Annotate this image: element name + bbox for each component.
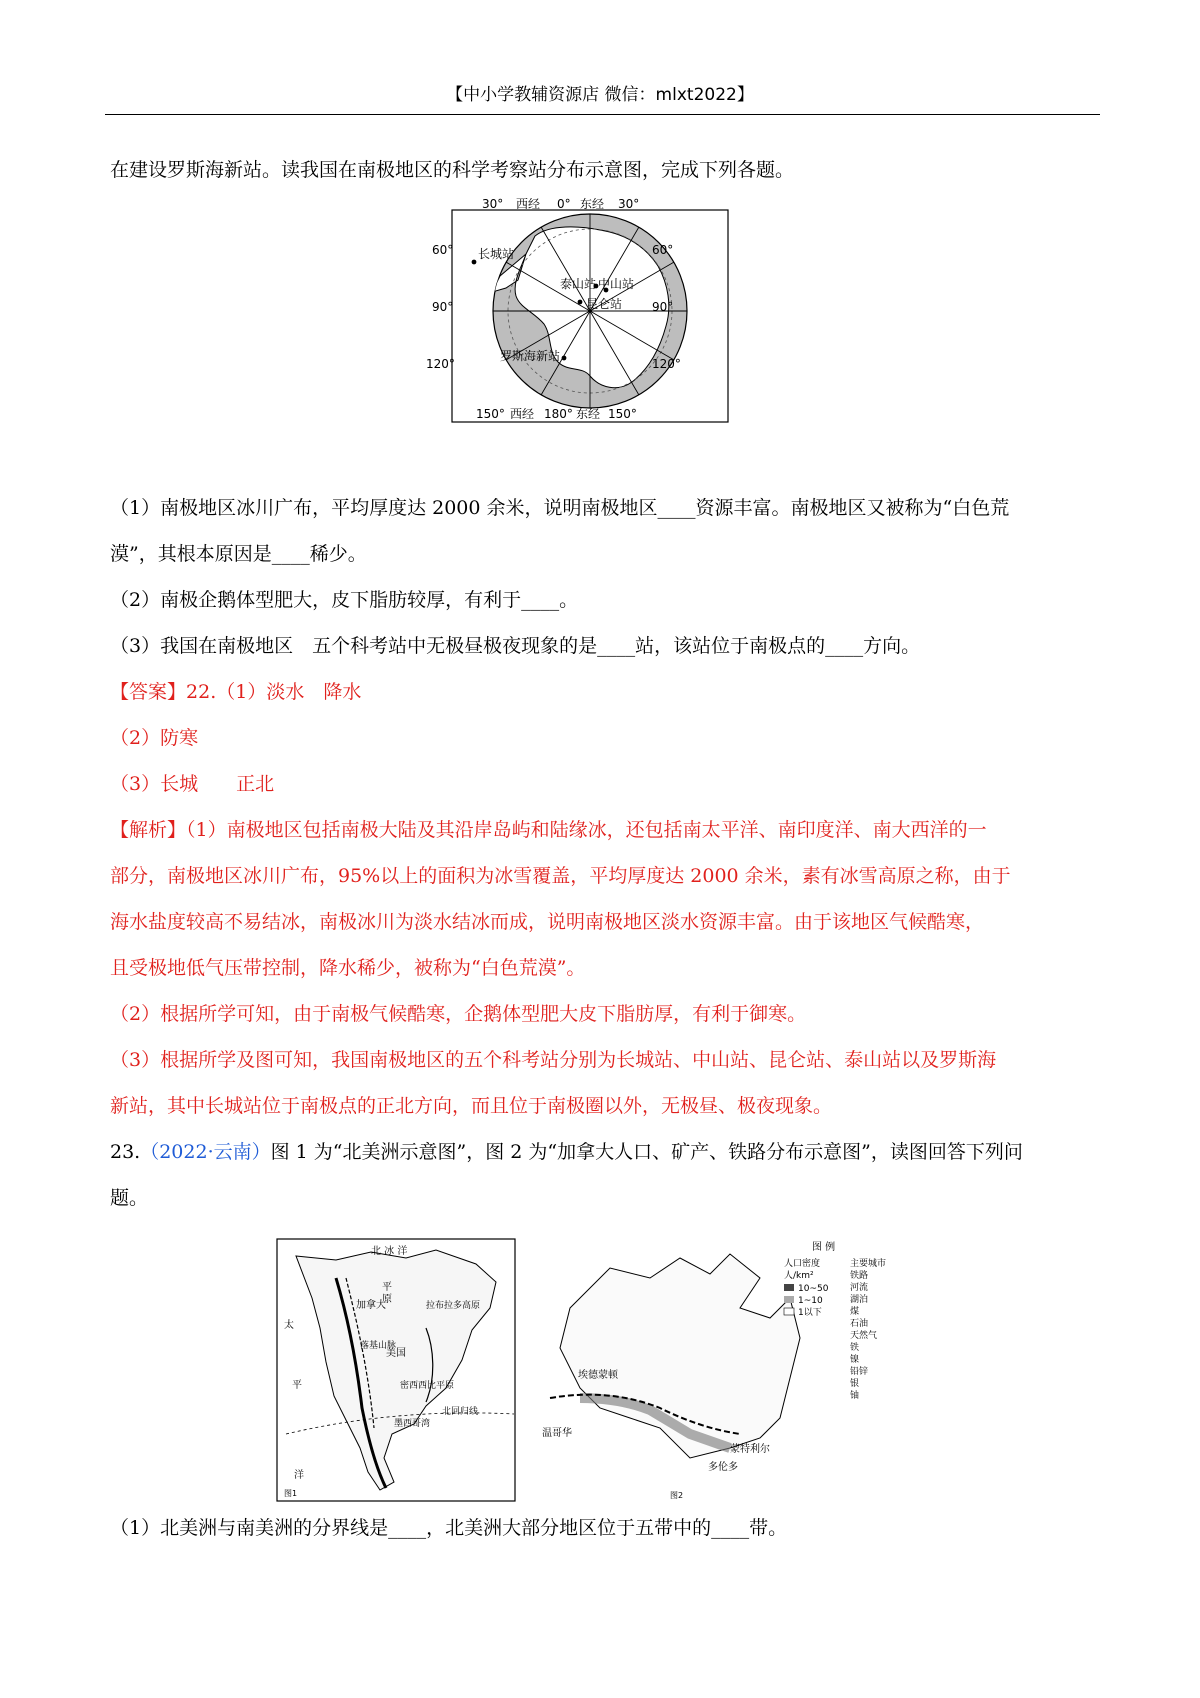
q23-line2: 题。 (110, 1187, 149, 1209)
answer-line1 (110, 680, 1100, 704)
page-header: 【中小学教辅资源店 微信：mlxt2022】 (446, 85, 754, 105)
legend-oil: 石油 (850, 1319, 869, 1329)
station-dot-ross-sea (562, 356, 567, 361)
lon-top-3: 0° (557, 197, 571, 211)
analysis-line1 (110, 818, 1100, 842)
q23-text: 图 1 为“北美洲示意图”，图 2 为“加拿大人口、矿产、铁路分布示意图”，读图回答下列问 (270, 1141, 1023, 1163)
legend-density-3: 1以下 (798, 1308, 822, 1318)
header-rule (105, 114, 1100, 115)
legend-lake: 湖泊 (850, 1295, 869, 1305)
fig1-rockies: 落基山脉 (360, 1341, 397, 1351)
answer-1: 22.（1）淡水 降水 (186, 681, 362, 703)
legend-lead-zinc: 铅锌 (850, 1367, 869, 1377)
fig1-plain-2: 原 (382, 1294, 392, 1305)
city-vancouver: 温哥华 (542, 1428, 572, 1439)
lon-bottom-2: 西经 (510, 407, 535, 421)
legend-city: 主要城市 (850, 1259, 887, 1269)
legend-nickel: 镍 (850, 1355, 860, 1365)
legend-silver: 银 (850, 1379, 860, 1389)
analysis-line4: 且受极地低气压带控制，降水稀少，被称为“白色荒漠”。 (110, 957, 586, 979)
lon-left-1: 60° (432, 243, 454, 257)
answer-3: （3）长城 正北 (110, 773, 275, 795)
analysis-text-1: （1）南极地区包括南极大陆及其沿岸岛屿和陆缘冰，还包括南太平洋、南印度洋、南大西洋的一 (186, 819, 987, 841)
legend-density-swatch-2 (784, 1296, 794, 1303)
station-zhongshan: 中山站 (598, 277, 635, 291)
fig1-arctic-ocean: 北 冰 洋 (371, 1246, 408, 1257)
q22-part1-line1: （1）南极地区冰川广布，平均厚度达 2000 余米，说明南极地区____资源丰富。南极地区又被称为“白色荒 (110, 497, 1010, 519)
q23-source: （2022·云南） (140, 1141, 271, 1163)
analysis-label: 【解析】 (110, 819, 187, 841)
lon-right-2: 90° (652, 300, 674, 314)
legend-density-swatch-3 (784, 1308, 794, 1315)
city-edmonton: 埃德蒙顿 (578, 1370, 618, 1381)
legend-density-1: 10~50 (798, 1284, 829, 1294)
q23-part1: （1）北美洲与南美洲的分界线是____，北美洲大部分地区位于五带中的____带。 (110, 1517, 788, 1539)
legend-iron: 铁 (850, 1343, 860, 1353)
lon-top-2: 西经 (516, 197, 541, 211)
station-dot-great-wall (472, 260, 477, 265)
station-kunlun: 昆仑站 (586, 297, 623, 311)
q23-number: 23. (110, 1141, 141, 1163)
lon-bottom-4: 东经 (576, 407, 601, 421)
station-great-wall: 长城站 (478, 247, 515, 261)
canada-resources-map (540, 1238, 920, 1502)
q22-part1-line2: 漠”，其根本原因是____稀少。 (110, 543, 367, 565)
lon-top-4: 东经 (580, 197, 605, 211)
lon-bottom-3: 180° (544, 407, 573, 421)
station-dot-kunlun (578, 300, 583, 305)
legend-density-2: 1~10 (798, 1296, 823, 1306)
lon-left-3: 120° (426, 357, 455, 371)
fig1-plain-1: 平 (382, 1282, 392, 1293)
analysis-line7: 新站，其中长城站位于南极点的正北方向，而且位于南极圈以外，无极昼、极夜现象。 (110, 1095, 833, 1117)
lon-top-1: 30° (482, 197, 504, 211)
lon-top-5: 30° (618, 197, 640, 211)
fig1-mississippi: 密西西比平原 (400, 1381, 455, 1391)
legend-gas: 天然气 (850, 1331, 878, 1341)
fig2-caption: 图2 (670, 1491, 684, 1500)
analysis-line3: 海水盐度较高不易结冰，南极冰川为淡水结冰而成，说明南极地区淡水资源丰富。由于该地区气候酷寒， (110, 911, 985, 933)
legend-river: 河流 (850, 1283, 869, 1293)
fig1-tropic: 北回归线 (442, 1407, 479, 1417)
analysis-line2: 部分，南极地区冰川广布，95%以上的面积为冰雪覆盖，平均厚度达 2000 余米，素有冰雪高原之称，由于 (110, 865, 1011, 887)
north-america-map (276, 1238, 516, 1502)
lon-right-1: 60° (652, 243, 674, 257)
legend-density-title: 人口密度 (784, 1259, 821, 1269)
station-ross-sea: 罗斯海新站 (500, 349, 561, 363)
antarctic-station-map (426, 196, 740, 464)
fig1-canada: 加拿大 (356, 1300, 386, 1311)
legend-density-swatch-1 (784, 1284, 794, 1291)
legend-title: 图 例 (812, 1242, 836, 1253)
fig2-legend (784, 1240, 886, 1401)
station-taishan: 泰山站 (560, 277, 597, 291)
lon-bottom-5: 150° (608, 407, 637, 421)
lon-left-2: 90° (432, 300, 454, 314)
legend-coal: 煤 (850, 1307, 860, 1317)
analysis-line6: （3）根据所学及图可知，我国南极地区的五个科考站分别为长城站、中山站、昆仑站、泰山站以及罗斯海 (110, 1049, 997, 1071)
lon-bottom-1: 150° (476, 407, 505, 421)
city-toronto: 多伦多 (708, 1462, 738, 1473)
fig1-gulf: 墨西哥湾 (394, 1419, 431, 1429)
city-montreal: 蒙特利尔 (730, 1444, 770, 1455)
q22-part3: （3）我国在南极地区 五个科考站中无极昼极夜现象的是____站，该站位于南极点的____方向。 (110, 635, 921, 657)
answer-2: （2）防寒 (110, 727, 199, 749)
fig1-usa: 美国 (386, 1348, 406, 1359)
q22-part2: （2）南极企鹅体型肥大，皮下脂肪较厚，有利于____。 (110, 589, 579, 611)
fig1-labrador: 拉布拉多高原 (426, 1301, 481, 1311)
legend-density-unit: 人/km² (784, 1271, 814, 1281)
fig1-caption: 图1 (284, 1489, 298, 1498)
legend-uranium: 铀 (850, 1391, 860, 1401)
intro-text: 在建设罗斯海新站。读我国在南极地区的科学考察站分布示意图，完成下列各题。 (110, 159, 795, 181)
lon-right-3: 120° (652, 357, 681, 371)
legend-railway: 铁路 (850, 1271, 869, 1281)
answer-label: 【答案】 (110, 681, 187, 703)
fig1-pacific-3: 洋 (294, 1470, 304, 1481)
fig1-pacific-2: 平 (292, 1380, 302, 1391)
analysis-line5: （2）根据所学可知，由于南极气候酷寒，企鹅体型肥大皮下脂肪厚，有利于御寒。 (110, 1003, 807, 1025)
q23-line1 (110, 1140, 1100, 1164)
fig1-pacific-1: 太 (284, 1320, 294, 1331)
